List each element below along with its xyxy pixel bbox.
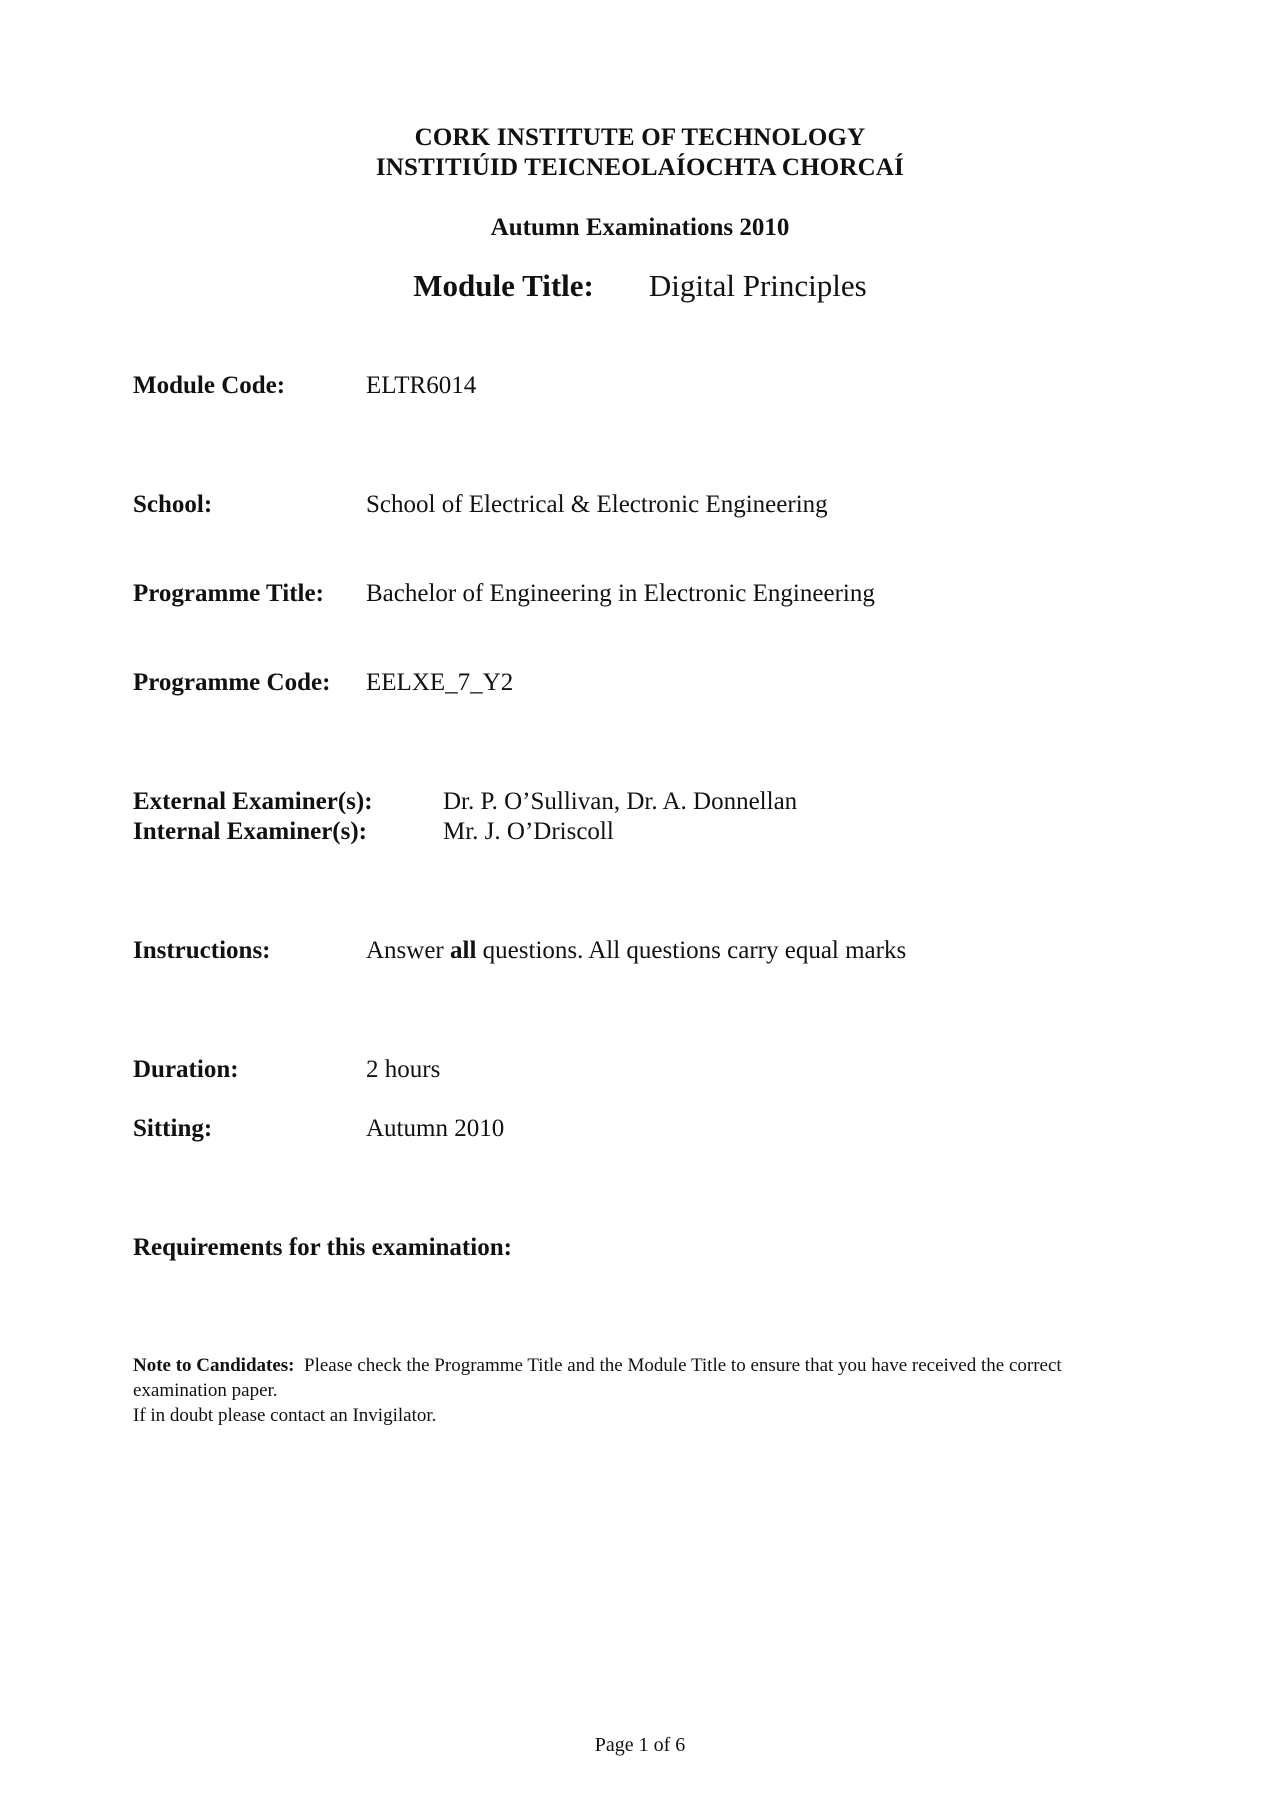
- sitting-label: Sitting:: [133, 1115, 213, 1142]
- internal-examiners-label: Internal Examiner(s):: [133, 818, 367, 845]
- school-value: School of Electrical & Electronic Engineering: [366, 491, 828, 518]
- internal-examiners-value: Mr. J. O’Driscoll: [443, 818, 614, 845]
- sitting-value: Autumn 2010: [366, 1115, 505, 1142]
- exam-session-title: Autumn Examinations 2010: [490, 214, 790, 241]
- module-code-value: ELTR6014: [366, 372, 477, 399]
- duration-label: Duration:: [133, 1056, 239, 1083]
- school-label: School:: [133, 491, 213, 518]
- instructions-label: Instructions:: [133, 937, 271, 964]
- note-text: Please check the Programme Title and the Module Title to ensure that you have received the correct examination paper.: [133, 1355, 1062, 1401]
- instructions-value: [366, 937, 906, 965]
- module-title-row: [0, 268, 1280, 304]
- programme-title-label: Programme Title:: [133, 580, 324, 607]
- instructions-text-emphasis: all: [450, 937, 477, 964]
- module-title-value: Digital Principles: [648, 268, 867, 303]
- programme-code-label: Programme Code:: [133, 669, 331, 696]
- note-to-candidates: [133, 1353, 1143, 1428]
- instructions-text-after: questions. All questions carry equal marks: [482, 937, 907, 964]
- module-title-label: Module Title:: [413, 268, 594, 303]
- page-number: Page 1 of 6: [594, 1734, 686, 1756]
- note-paragraph: [133, 1353, 1143, 1403]
- duration-value: 2 hours: [366, 1056, 441, 1083]
- external-examiners-value: Dr. P. O’Sullivan, Dr. A. Donnellan: [443, 788, 798, 815]
- instructions-text-before: Answer: [366, 937, 444, 964]
- requirements-heading: Requirements for this examination:: [133, 1234, 512, 1261]
- external-examiners-label: External Examiner(s):: [133, 788, 373, 815]
- note-label: Note to Candidates:: [133, 1355, 295, 1376]
- note-text-invigilator: If in doubt please contact an Invigilator.: [133, 1405, 437, 1426]
- module-code-label: Module Code:: [133, 372, 286, 399]
- institution-name-english: CORK INSTITUTE OF TECHNOLOGY: [414, 124, 866, 151]
- programme-title-value: Bachelor of Engineering in Electronic Engineering: [366, 580, 875, 607]
- programme-code-value: EELXE_7_Y2: [366, 669, 514, 696]
- institution-name-irish: INSTITIÚID TEICNEOLAÍOCHTA CHORCAÍ: [375, 154, 905, 181]
